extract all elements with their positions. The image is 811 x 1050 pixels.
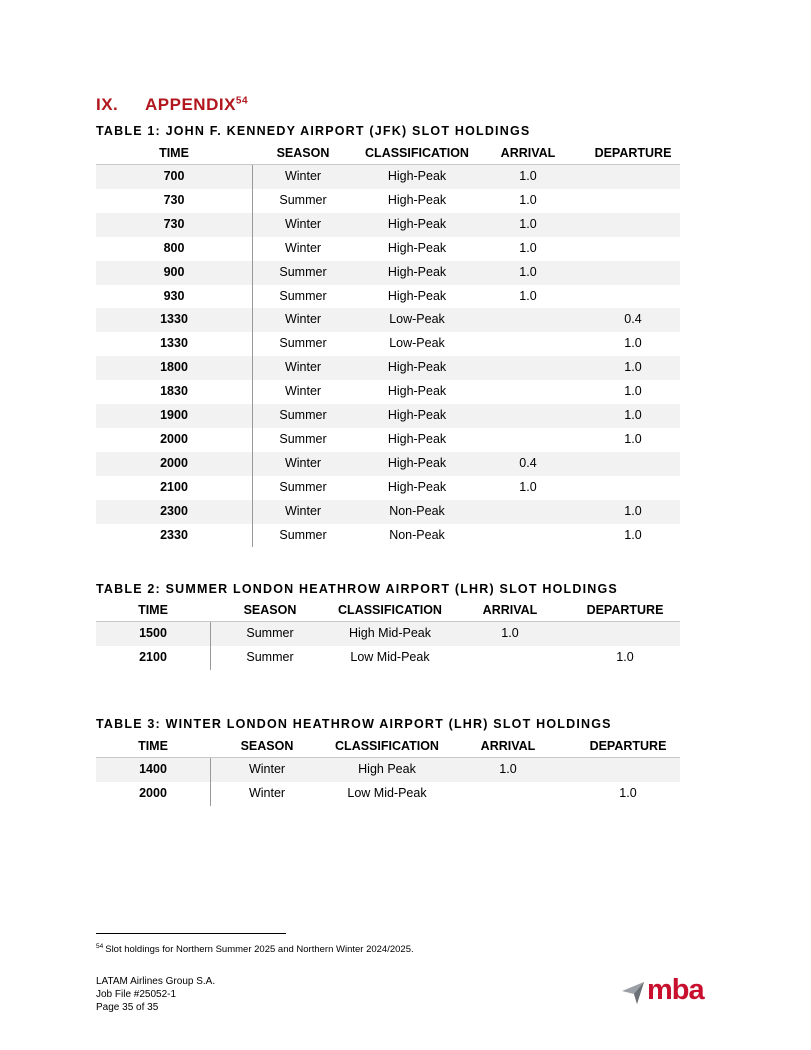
table-cell: 1900 xyxy=(160,408,188,422)
table-cell: High Mid-Peak xyxy=(349,626,431,640)
table-cell: Winter xyxy=(284,360,322,375)
table-cell: Low-Peak xyxy=(389,312,445,327)
table-row xyxy=(96,237,680,261)
table-cell: 0.4 xyxy=(519,455,537,470)
column-header: DEPARTURE xyxy=(589,739,667,753)
table-cell: Winter xyxy=(248,762,286,776)
table-cell: 800 xyxy=(163,240,185,255)
table-cell: 930 xyxy=(163,288,185,303)
table-cell: 2100 xyxy=(139,650,167,664)
table-cell: 1400 xyxy=(139,762,167,776)
table-row xyxy=(96,452,680,476)
table-row xyxy=(96,285,680,309)
table-cell: 1.0 xyxy=(499,762,517,776)
table-cell: High-Peak xyxy=(387,360,447,375)
table-cell: 1.0 xyxy=(501,626,519,640)
table-cell: 900 xyxy=(163,264,185,279)
paper-plane-icon xyxy=(620,978,650,1008)
table-cell: Winter xyxy=(284,312,322,327)
table-row xyxy=(96,758,680,782)
column-header: DEPARTURE xyxy=(594,146,672,160)
table-cell: 1.0 xyxy=(519,240,537,255)
table-cell: High-Peak xyxy=(387,431,447,446)
section-title: APPENDIX xyxy=(145,95,236,114)
table-row xyxy=(96,356,680,380)
table2-title: TABLE 2: SUMMER LONDON HEATHROW AIRPORT (LHR) SLOT HOLDINGS xyxy=(96,582,618,596)
table-row xyxy=(96,428,680,452)
table-cell: 700 xyxy=(163,169,185,183)
table-cell: Winter xyxy=(284,384,322,399)
table-cell: High-Peak xyxy=(387,240,447,255)
table-cell: High-Peak xyxy=(387,408,447,422)
footnote xyxy=(96,944,414,955)
table-cell: 1.0 xyxy=(519,216,537,231)
table-row xyxy=(96,213,680,237)
table-cell: Summer xyxy=(246,650,294,664)
table-cell: High-Peak xyxy=(387,192,447,207)
table-cell: 2000 xyxy=(160,431,188,446)
table-row xyxy=(96,189,680,213)
table-cell: Summer xyxy=(279,264,327,279)
table-cell: 1.0 xyxy=(519,479,537,494)
table-cell: 1330 xyxy=(160,312,188,327)
table-cell: High-Peak xyxy=(387,264,447,279)
table-cell: 1800 xyxy=(160,360,188,375)
column-header: ARRIVAL xyxy=(480,739,536,753)
column-header: DEPARTURE xyxy=(586,603,664,617)
table-cell: High-Peak xyxy=(387,384,447,399)
mba-logo xyxy=(620,974,720,1008)
table-cell: 1.0 xyxy=(624,384,642,399)
table-cell: 1.0 xyxy=(519,169,537,183)
table-row xyxy=(96,524,680,548)
table-cell: 1330 xyxy=(160,336,188,351)
table-cell: 2330 xyxy=(160,527,188,542)
table-cell: High Peak xyxy=(358,762,416,776)
table-cell: Winter xyxy=(284,169,322,183)
table-cell: 1.0 xyxy=(519,264,537,279)
logo-text: mba xyxy=(647,974,704,1006)
section-number: IX. xyxy=(96,95,119,114)
table-cell: Summer xyxy=(246,626,294,640)
table-cell: 1.0 xyxy=(624,503,642,518)
column-header: TIME xyxy=(138,603,168,617)
table-cell: 0.4 xyxy=(624,312,642,327)
footnote-number: 54 xyxy=(96,942,104,950)
table-row xyxy=(96,308,680,332)
table-cell: Winter xyxy=(248,786,286,800)
table-cell: Non-Peak xyxy=(389,503,445,518)
column-header: ARRIVAL xyxy=(482,603,538,617)
column-header: CLASSIFICATION xyxy=(338,603,442,617)
table-cell: Winter xyxy=(284,503,322,518)
table-cell: 2000 xyxy=(139,786,167,800)
table-row xyxy=(96,332,680,356)
table-cell: Winter xyxy=(284,240,322,255)
table-cell: 1.0 xyxy=(624,527,642,542)
table-cell: Summer xyxy=(279,431,327,446)
table-cell: High-Peak xyxy=(387,479,447,494)
column-header: TIME xyxy=(159,146,189,160)
table-row xyxy=(96,782,680,806)
table-cell: Summer xyxy=(279,336,327,351)
table-cell: Winter xyxy=(284,455,322,470)
column-divider xyxy=(252,165,253,547)
table-cell: Summer xyxy=(279,192,327,207)
section-heading xyxy=(96,95,248,115)
table-row xyxy=(96,500,680,524)
table-cell: Summer xyxy=(279,479,327,494)
table-cell: Low-Peak xyxy=(389,336,445,351)
column-header: SEASON xyxy=(276,146,330,160)
table-cell: 2300 xyxy=(160,503,188,518)
column-header: ARRIVAL xyxy=(500,146,556,160)
page-footer xyxy=(96,975,215,1014)
table-cell: High-Peak xyxy=(387,216,447,231)
table1-title: TABLE 1: JOHN F. KENNEDY AIRPORT (JFK) SLOT HOLDINGS xyxy=(96,124,531,138)
table-cell: 1.0 xyxy=(624,336,642,351)
table-cell: Winter xyxy=(284,216,322,231)
table-row xyxy=(96,261,680,285)
table-cell: Summer xyxy=(279,288,327,303)
table-cell: 1.0 xyxy=(519,288,537,303)
table-cell: 2100 xyxy=(160,479,188,494)
table-row xyxy=(96,404,680,428)
column-header: SEASON xyxy=(240,739,294,753)
table-row xyxy=(96,476,680,500)
column-header: TIME xyxy=(138,739,168,753)
table-cell: Non-Peak xyxy=(389,527,445,542)
column-header: CLASSIFICATION xyxy=(365,146,469,160)
table-cell: 1.0 xyxy=(624,408,642,422)
column-divider xyxy=(210,622,211,670)
table-row xyxy=(96,380,680,404)
table-cell: 1.0 xyxy=(624,360,642,375)
section-footnote-ref: 54 xyxy=(235,95,249,107)
table-cell: 1830 xyxy=(160,384,188,399)
table-cell: 1.0 xyxy=(619,786,637,800)
column-divider xyxy=(210,758,211,806)
footnote-text: Slot holdings for Northern Summer 2025 and Northern Winter 2024/2025. xyxy=(105,944,414,955)
footer-job-file: Job File #25052-1 xyxy=(96,989,177,1000)
table-cell: 1.0 xyxy=(616,650,634,664)
table-cell: Summer xyxy=(279,408,327,422)
table-cell: Summer xyxy=(279,527,327,542)
table3-title: TABLE 3: WINTER LONDON HEATHROW AIRPORT (LHR) SLOT HOLDINGS xyxy=(96,717,612,731)
table-row xyxy=(96,165,680,189)
table-row xyxy=(96,622,680,646)
table-cell: High-Peak xyxy=(387,288,447,303)
column-header: CLASSIFICATION xyxy=(335,739,439,753)
footer-company: LATAM Airlines Group S.A. xyxy=(96,976,216,987)
table-row xyxy=(96,646,680,670)
table-cell: 730 xyxy=(163,216,185,231)
table-cell: High-Peak xyxy=(387,455,447,470)
column-header: SEASON xyxy=(243,603,297,617)
table-cell: 1500 xyxy=(139,626,167,640)
table-cell: 1.0 xyxy=(519,192,537,207)
table-cell: 1.0 xyxy=(624,431,642,446)
table-cell: Low Mid-Peak xyxy=(350,650,430,664)
footnote-rule xyxy=(96,933,286,934)
table-cell: 2000 xyxy=(160,455,188,470)
table-cell: High-Peak xyxy=(387,169,447,183)
table-cell: 730 xyxy=(163,192,185,207)
footer-page-number: Page 35 of 35 xyxy=(96,1002,159,1013)
table-cell: Low Mid-Peak xyxy=(347,786,427,800)
